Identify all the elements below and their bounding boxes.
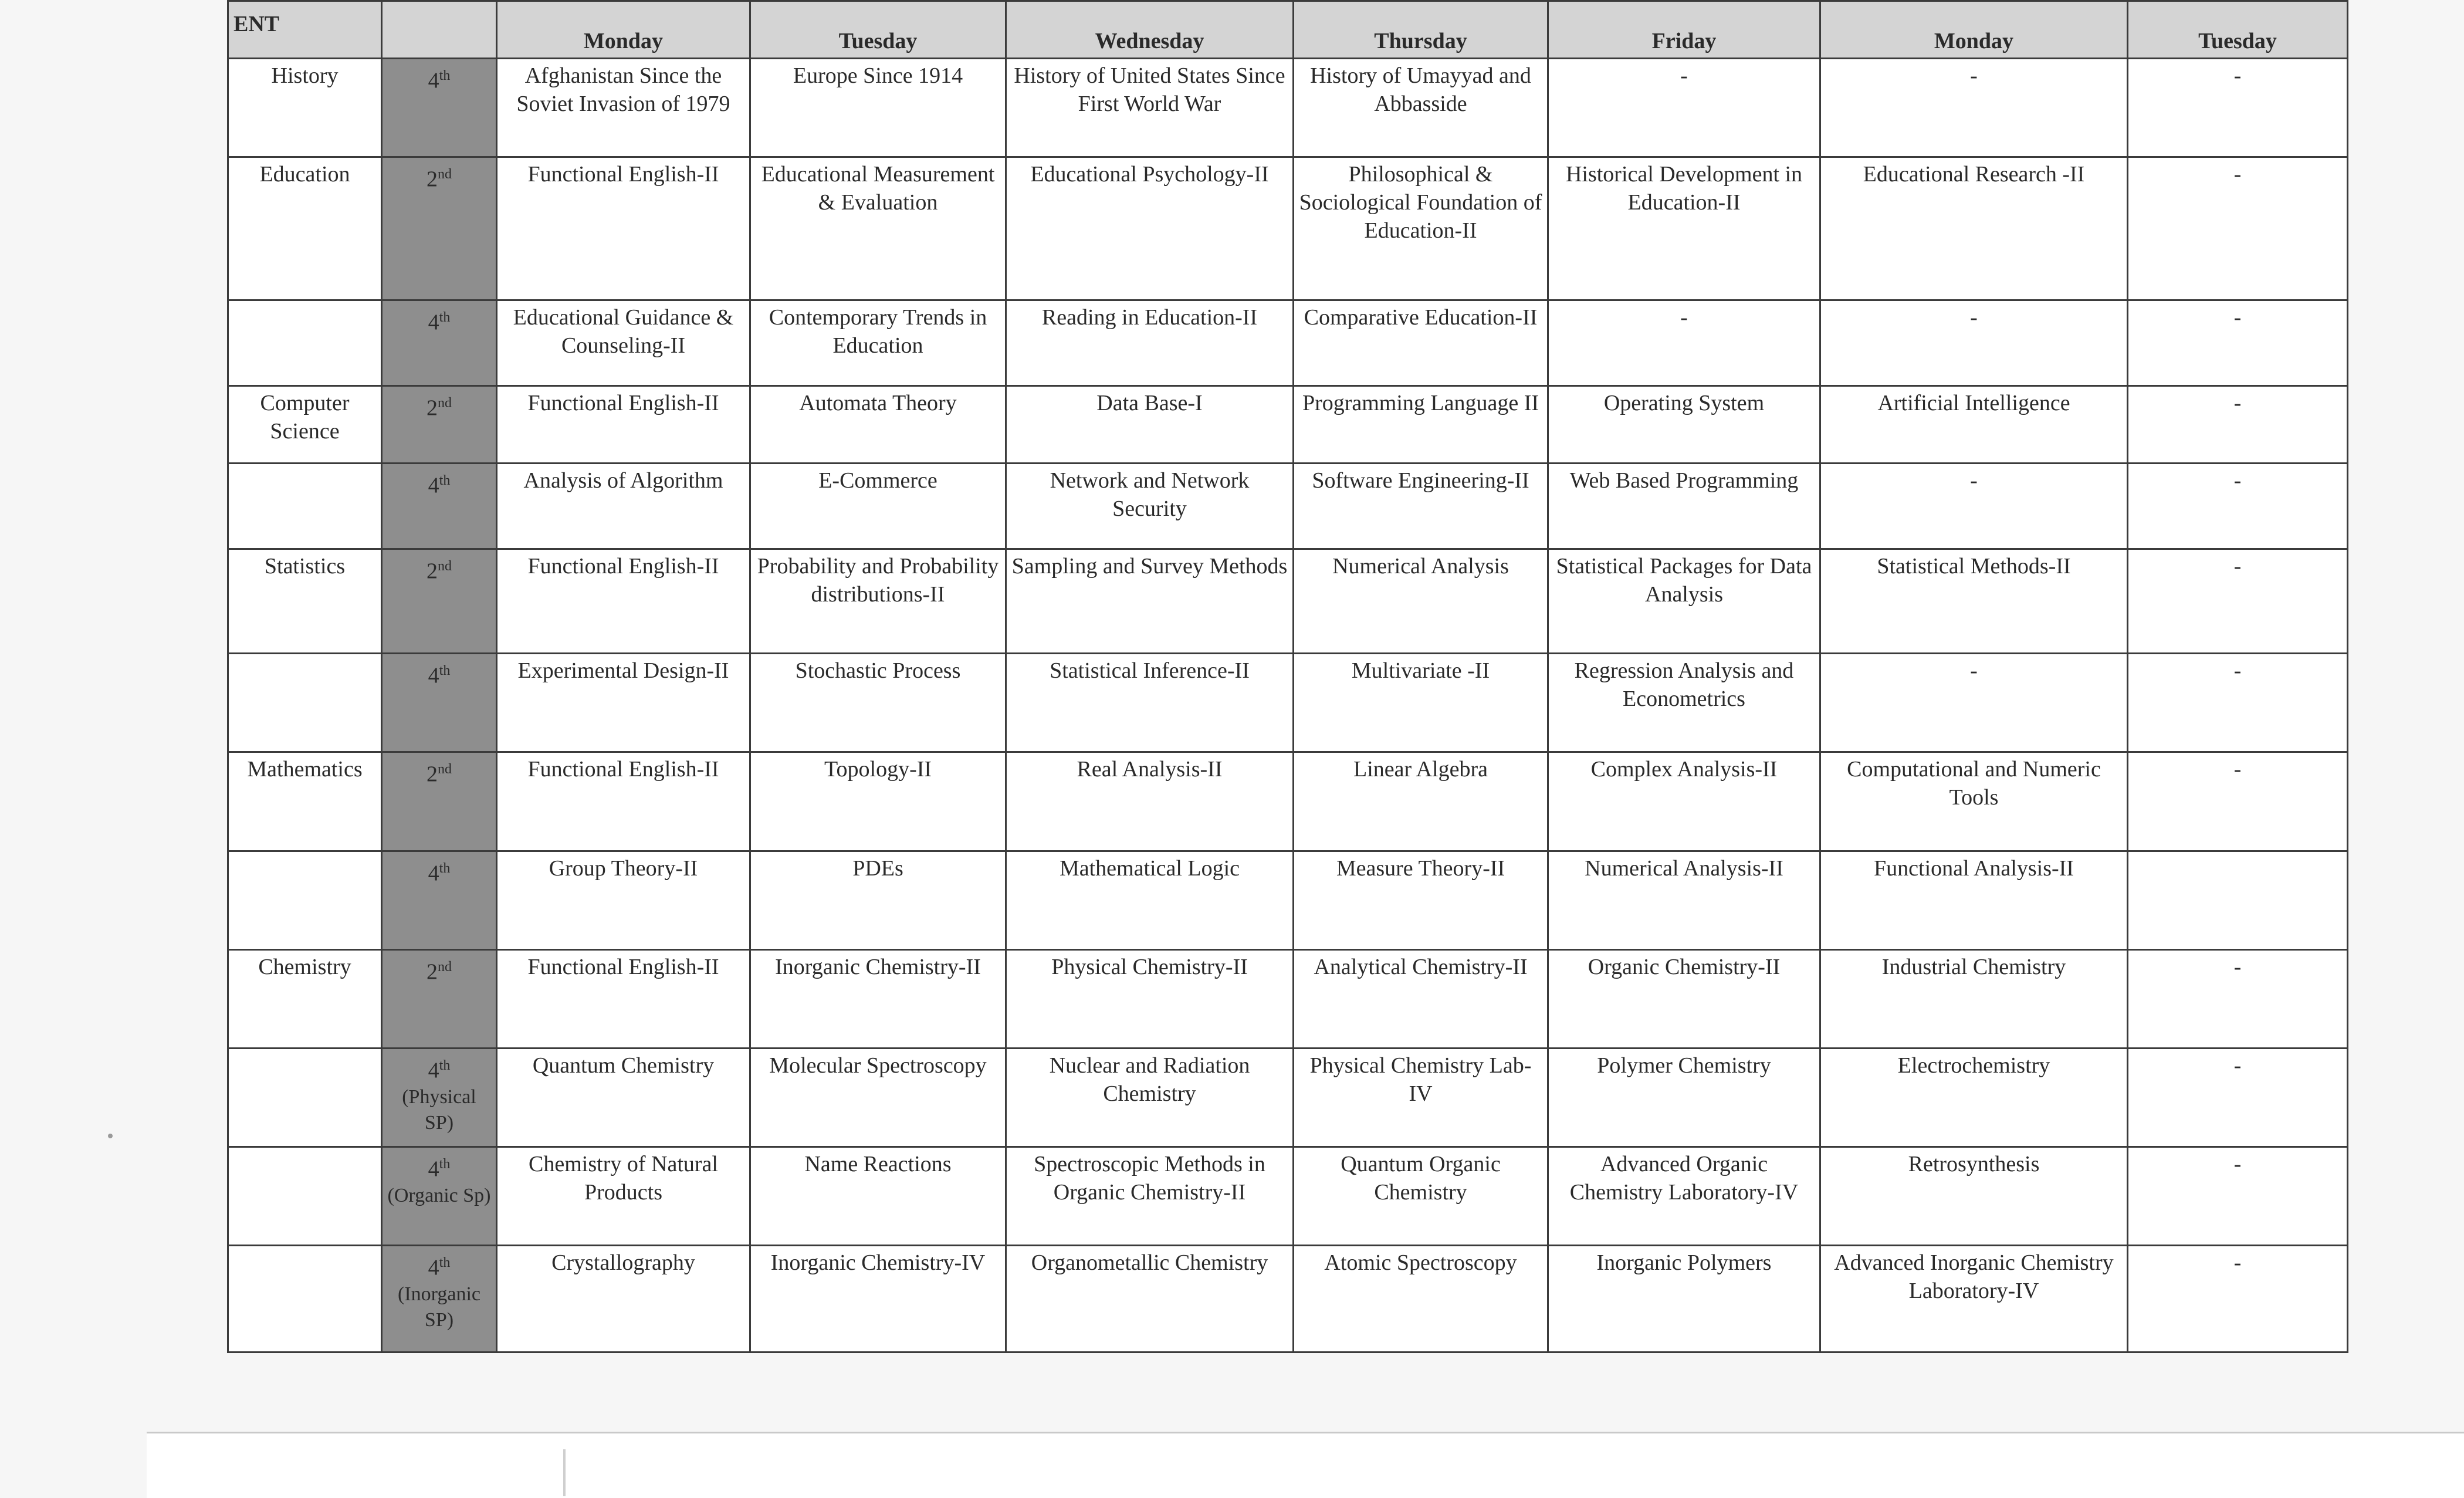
course-cell: Mathematical Logic: [1006, 851, 1294, 949]
header-day: Tuesday: [750, 1, 1006, 59]
course-cell: Linear Algebra: [1294, 752, 1548, 851]
semester-cell: 4th (Inorganic SP): [382, 1245, 497, 1352]
semester-cell: 4th: [382, 654, 497, 752]
course-cell: -: [1548, 59, 1820, 157]
course-cell: Functional English-II: [497, 949, 750, 1048]
course-cell: Sampling and Survey Methods: [1006, 549, 1294, 654]
course-cell: Name Reactions: [750, 1147, 1006, 1245]
course-cell: -: [2128, 59, 2348, 157]
semester-cell: 4th: [382, 851, 497, 949]
department-cell: [228, 300, 382, 386]
course-cell: Organometallic Chemistry: [1006, 1245, 1294, 1352]
department-cell: Education: [228, 157, 382, 300]
semester-cell: 2nd: [382, 157, 497, 300]
course-cell: Numerical Analysis: [1294, 549, 1548, 654]
course-cell: Complex Analysis-II: [1548, 752, 1820, 851]
table-row: [228, 157, 2348, 300]
header-day: Tuesday: [2128, 1, 2348, 59]
header-day: Monday: [497, 1, 750, 59]
course-cell: Physical Chemistry-II: [1006, 949, 1294, 1048]
course-cell: Comparative Education-II: [1294, 300, 1548, 386]
course-cell: Topology-II: [750, 752, 1006, 851]
course-cell: Statistical Packages for Data Analysis: [1548, 549, 1820, 654]
course-cell: -: [1548, 300, 1820, 386]
course-cell: Physical Chemistry Lab-IV: [1294, 1048, 1548, 1147]
course-cell: Operating System: [1548, 386, 1820, 464]
department-cell: [228, 1048, 382, 1147]
course-cell: -: [1820, 300, 2128, 386]
course-cell: Artificial Intelligence: [1820, 386, 2128, 464]
semester-cell: 2nd: [382, 386, 497, 464]
department-cell: History: [228, 59, 382, 157]
course-cell: -: [1820, 59, 2128, 157]
department-cell: [228, 1245, 382, 1352]
course-cell: -: [2128, 386, 2348, 464]
header-row: [228, 1, 2348, 59]
course-cell: -: [1820, 654, 2128, 752]
course-cell: -: [2128, 654, 2348, 752]
course-cell: Experimental Design-II: [497, 654, 750, 752]
department-cell: [228, 851, 382, 949]
table-row: [228, 654, 2348, 752]
semester-cell: 2nd: [382, 752, 497, 851]
table-row: [228, 300, 2348, 386]
semester-cell: 2nd: [382, 549, 497, 654]
course-cell: Advanced Organic Chemistry Laboratory-IV: [1548, 1147, 1820, 1245]
course-cell: Numerical Analysis-II: [1548, 851, 1820, 949]
course-cell: Atomic Spectroscopy: [1294, 1245, 1548, 1352]
exam-timetable: [227, 0, 2348, 1353]
course-cell: Philosophical & Sociological Foundation of Education-II: [1294, 157, 1548, 300]
course-cell: History of United States Since First World War: [1006, 59, 1294, 157]
table-row: [228, 1245, 2348, 1352]
course-cell: Measure Theory-II: [1294, 851, 1548, 949]
semester-cell: 4th (Organic Sp): [382, 1147, 497, 1245]
course-cell: -: [2128, 300, 2348, 386]
course-cell: Inorganic Polymers: [1548, 1245, 1820, 1352]
department-cell: Chemistry: [228, 949, 382, 1048]
course-cell: Stochastic Process: [750, 654, 1006, 752]
course-cell: Multivariate -II: [1294, 654, 1548, 752]
semester-cell: 4th (Physical SP): [382, 1048, 497, 1147]
department-cell: [228, 464, 382, 549]
table-row: [228, 949, 2348, 1048]
course-cell: Real Analysis-II: [1006, 752, 1294, 851]
department-cell: Statistics: [228, 549, 382, 654]
course-cell: Educational Research -II: [1820, 157, 2128, 300]
course-cell: Contemporary Trends in Education: [750, 300, 1006, 386]
course-cell: Organic Chemistry-II: [1548, 949, 1820, 1048]
paper-fold-mark: [563, 1449, 566, 1496]
department-cell: Computer Science: [228, 386, 382, 464]
course-cell: Educational Guidance & Counseling-II: [497, 300, 750, 386]
course-cell: E-Commerce: [750, 464, 1006, 549]
course-cell: -: [2128, 1147, 2348, 1245]
paper-bottom-edge: [147, 1432, 2464, 1498]
table-row: [228, 386, 2348, 464]
table-row: [228, 1147, 2348, 1245]
table-row: [228, 59, 2348, 157]
course-cell: Statistical Methods-II: [1820, 549, 2128, 654]
course-cell: Functional English-II: [497, 386, 750, 464]
course-cell: Electrochemistry: [1820, 1048, 2128, 1147]
semester-cell: 4th: [382, 300, 497, 386]
course-cell: Functional Analysis-II: [1820, 851, 2128, 949]
course-cell: Group Theory-II: [497, 851, 750, 949]
course-cell: Data Base-I: [1006, 386, 1294, 464]
course-cell: Network and Network Security: [1006, 464, 1294, 549]
course-cell: -: [1820, 464, 2128, 549]
course-cell: Analytical Chemistry-II: [1294, 949, 1548, 1048]
course-cell: Functional English-II: [497, 157, 750, 300]
course-cell: Programming Language II: [1294, 386, 1548, 464]
table-row: [228, 549, 2348, 654]
department-cell: Mathematics: [228, 752, 382, 851]
course-cell: Retrosynthesis: [1820, 1147, 2128, 1245]
semester-cell: 2nd: [382, 949, 497, 1048]
course-cell: PDEs: [750, 851, 1006, 949]
department-cell: [228, 1147, 382, 1245]
header-day: Wednesday: [1006, 1, 1294, 59]
table-row: [228, 464, 2348, 549]
course-cell: -: [2128, 752, 2348, 851]
table-row: [228, 752, 2348, 851]
course-cell: Statistical Inference-II: [1006, 654, 1294, 752]
course-cell: Quantum Organic Chemistry: [1294, 1147, 1548, 1245]
course-cell: History of Umayyad and Abbasside: [1294, 59, 1548, 157]
course-cell: -: [2128, 464, 2348, 549]
course-cell: Functional English-II: [497, 752, 750, 851]
course-cell: Probability and Probability distributions-II: [750, 549, 1006, 654]
course-cell: Advanced Inorganic Chemistry Laboratory-IV: [1820, 1245, 2128, 1352]
header-semester: [382, 1, 497, 59]
course-cell: Educational Measurement & Evaluation: [750, 157, 1006, 300]
course-cell: Spectroscopic Methods in Organic Chemistry-II: [1006, 1147, 1294, 1245]
semester-cell: 4th: [382, 464, 497, 549]
table-row: [228, 1048, 2348, 1147]
course-cell: Analysis of Algorithm: [497, 464, 750, 549]
course-cell: Molecular Spectroscopy: [750, 1048, 1006, 1147]
course-cell: -: [2128, 1048, 2348, 1147]
course-cell: Nuclear and Radiation Chemistry: [1006, 1048, 1294, 1147]
course-cell: Functional English-II: [497, 549, 750, 654]
course-cell: Industrial Chemistry: [1820, 949, 2128, 1048]
course-cell: -: [2128, 1245, 2348, 1352]
course-cell: Inorganic Chemistry-IV: [750, 1245, 1006, 1352]
course-cell: Crystallography: [497, 1245, 750, 1352]
scan-speck: [108, 1134, 113, 1138]
course-cell: Quantum Chemistry: [497, 1048, 750, 1147]
course-cell: Europe Since 1914: [750, 59, 1006, 157]
course-cell: Polymer Chemistry: [1548, 1048, 1820, 1147]
course-cell: -: [2128, 949, 2348, 1048]
course-cell: Educational Psychology-II: [1006, 157, 1294, 300]
table-row: [228, 851, 2348, 949]
course-cell: Web Based Programming: [1548, 464, 1820, 549]
course-cell: Software Engineering-II: [1294, 464, 1548, 549]
course-cell: Regression Analysis and Econometrics: [1548, 654, 1820, 752]
department-cell: [228, 654, 382, 752]
course-cell: Afghanistan Since the Soviet Invasion of 1979: [497, 59, 750, 157]
course-cell: Inorganic Chemistry-II: [750, 949, 1006, 1048]
semester-cell: 4th: [382, 59, 497, 157]
course-cell: Automata Theory: [750, 386, 1006, 464]
course-cell: Chemistry of Natural Products: [497, 1147, 750, 1245]
course-cell: -: [2128, 549, 2348, 654]
course-cell: Historical Development in Education-II: [1548, 157, 1820, 300]
course-cell: [2128, 851, 2348, 949]
header-day: Friday: [1548, 1, 1820, 59]
course-cell: -: [2128, 157, 2348, 300]
header-day: Monday: [1820, 1, 2128, 59]
header-day: Thursday: [1294, 1, 1548, 59]
header-dept: ENT: [228, 1, 382, 59]
course-cell: Computational and Numeric Tools: [1820, 752, 2128, 851]
course-cell: Reading in Education-II: [1006, 300, 1294, 386]
